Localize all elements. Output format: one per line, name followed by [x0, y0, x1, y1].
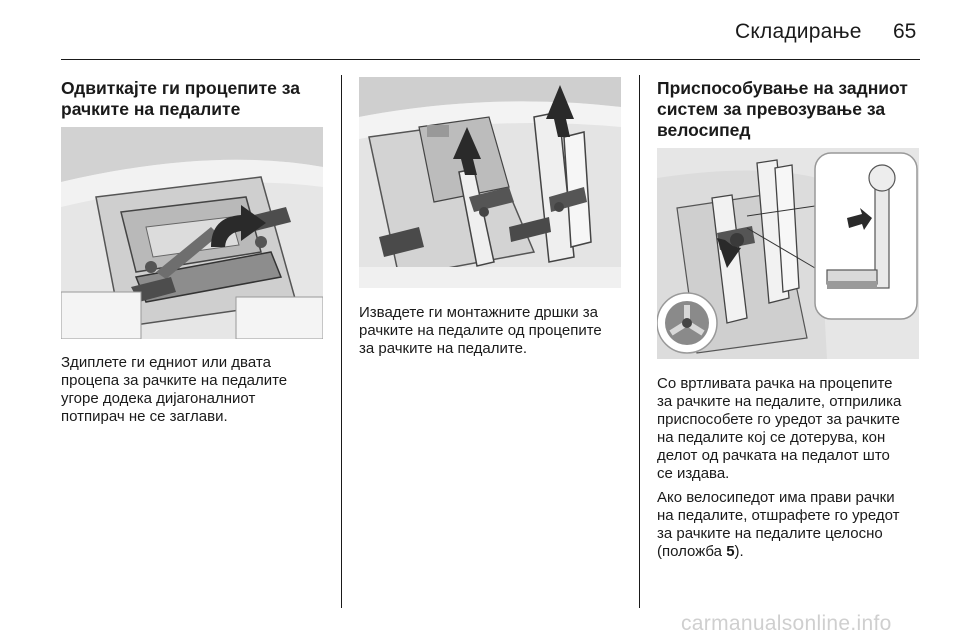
- position-suffix: ).: [734, 543, 744, 560]
- heading-line: рачките на педалите: [61, 99, 241, 119]
- column-2-text: [359, 304, 602, 358]
- heading-line: велосипед: [657, 120, 751, 140]
- text-line: процепа за рачките на педалите: [61, 372, 288, 389]
- column-1-text: [61, 354, 287, 426]
- text-line: угоре додека дијагоналниот: [61, 390, 256, 407]
- text-line: за рачките на педалите, отприлика: [657, 393, 902, 410]
- header-rule: [61, 59, 920, 60]
- position-number: 5: [726, 543, 735, 560]
- text-line: потпирач не се заглави.: [61, 408, 228, 425]
- text-line: на педалите, отшрафете го уредот: [657, 507, 900, 524]
- text-line: за рачките на педалите целосно: [657, 525, 883, 542]
- column-3-para-1: [657, 375, 901, 483]
- text-line: Со вртливата рачка на процепите: [657, 375, 893, 392]
- text-line: приспособете го уредот за рачките: [657, 411, 900, 428]
- text-line: рачките на педалите од процепите: [359, 322, 602, 339]
- heading-line: Приспособување на задниот: [657, 78, 908, 98]
- heading-line: систем за превозување за: [657, 99, 886, 119]
- text-line: за рачките на педалите.: [359, 340, 528, 357]
- position-prefix: (положба: [657, 543, 727, 560]
- text-line: делот од рачката на педалот што: [657, 447, 890, 464]
- heading-line: Одвиткајте ги процепите за: [61, 78, 300, 98]
- figure-adjust-device: [657, 148, 919, 359]
- text-line: Здиплете ги едниот или двата: [61, 354, 271, 371]
- column-3-heading: [657, 78, 908, 141]
- figure-unfold-slots: [61, 127, 323, 339]
- column-divider-2: [639, 75, 640, 608]
- page-header-title: Складирање: [735, 20, 862, 43]
- column-1-heading: [61, 78, 300, 120]
- column-divider-1: [341, 75, 342, 608]
- column-3-para-2: [657, 489, 900, 561]
- figure-remove-handles: [359, 77, 621, 288]
- watermark-text: carmanualsonline.info: [681, 612, 892, 635]
- page-number: 65: [893, 20, 917, 43]
- text-line: Извадете ги монтажните дршки за: [359, 304, 598, 321]
- text-line: Ако велосипедот има прави рачки: [657, 489, 895, 506]
- text-line: се издава.: [657, 465, 730, 482]
- text-line: [657, 543, 900, 561]
- text-line: на педалите кој се дотерува, кон: [657, 429, 886, 446]
